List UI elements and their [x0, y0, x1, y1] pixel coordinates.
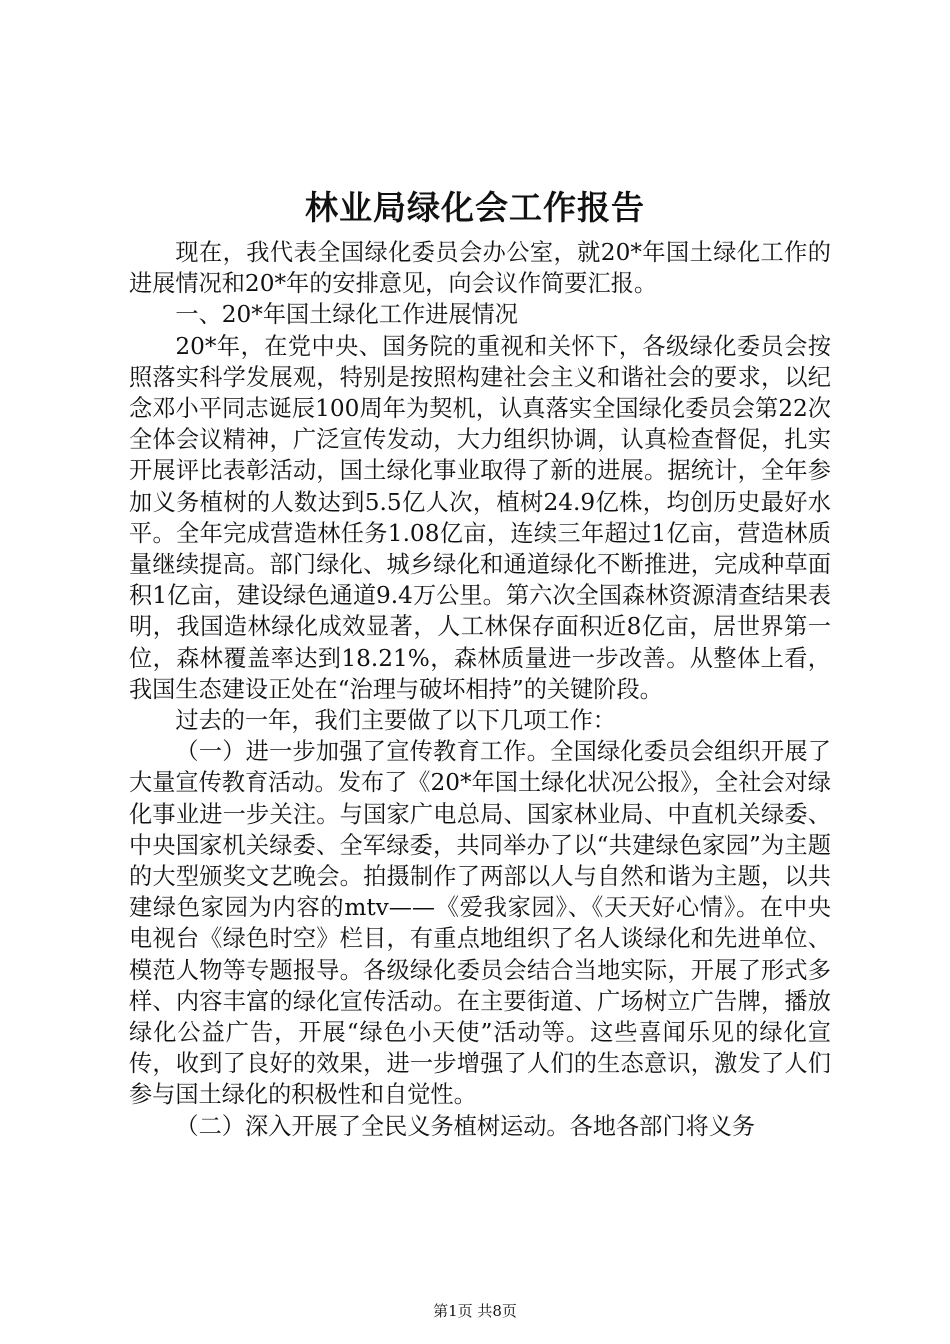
page-number-footer: 第1页 共8页 — [433, 1302, 517, 1320]
paragraph-progress: 20*年，在党中央、国务院的重视和关怀下，各级绿化委员会按照落实科学发展观，特别是按照构建社会主义和谐社会的要求，以纪念邓小平同志诞辰100周年为契机，认真落实全国绿化委员会第22次全体会议精神，广泛宣传发动，大力组织协调，认真检查督促，扎实开展评比表彰活动，国土绿化事业取得了新的进展。据统计，全年参加义务植树的人数达到5.5亿人次，植树24.9亿株，均创历史最好水平。全年完成营造林任务1.08亿亩，连续三年超过1亿亩，营造林质量继续提高。部门绿化、城乡绿化和通道绿化不断推进，完成种草面积1亿亩，建设绿色通道9.4万公里。第六次全国森林资源清查结果表明，我国造林绿化成效显著，人工林保存面积近8亿亩，居世界第一位，森林覆盖率达到18.21%，森林质量进一步改善。从整体上看，我国生态建设正处在“治理与破坏相持”的关键阶段。 — [129, 332, 831, 703]
paragraph-work-summary: 过去的一年，我们主要做了以下几项工作： — [175, 707, 616, 735]
section-heading-1: 一、20*年国土绿化工作进展情况 — [175, 301, 518, 329]
document-body — [129, 237, 831, 1142]
paragraph-item-1: （一）进一步加强了宣传教育工作。全国绿化委员会组织开展了大量宣传教育活动。发布了《20*年国土绿化状况公报》，全社会对绿化事业进一步关注。与国家广电总局、国家林业局、中直机关绿委、中央国家机关绿委、全军绿委，共同举办了以“共建绿色家园”为主题的大型颁奖文艺晚会。拍摄制作了两部以人与自然和谐为主题，以共建绿色家园为内容的mtv——《爱我家园》、《天天好心情》。在中央电视台《绿色时空》栏目，有重点地组织了名人谈绿化和先进单位、模范人物等专题报导。各级绿化委员会结合当地实际，开展了形式多样、内容丰富的绿化宣传活动。在主要街道、广场树立广告牌，播放绿化公益广告，开展“绿色小天使”活动等。这些喜闻乐见的绿化宣传，收到了良好的效果，进一步增强了人们的生态意识，激发了人们参与国土绿化的积极性和自觉性。 — [129, 738, 831, 1109]
paragraph-intro: 现在，我代表全国绿化委员会办公室，就20*年国土绿化工作的进展情况和20*年的安排意见，向会议作简要汇报。 — [129, 239, 831, 298]
document-title: 林业局绿化会工作报告 — [305, 188, 645, 227]
paragraph-item-2: （二）深入开展了全民义务植树运动。各地各部门将义务 — [175, 1112, 756, 1140]
